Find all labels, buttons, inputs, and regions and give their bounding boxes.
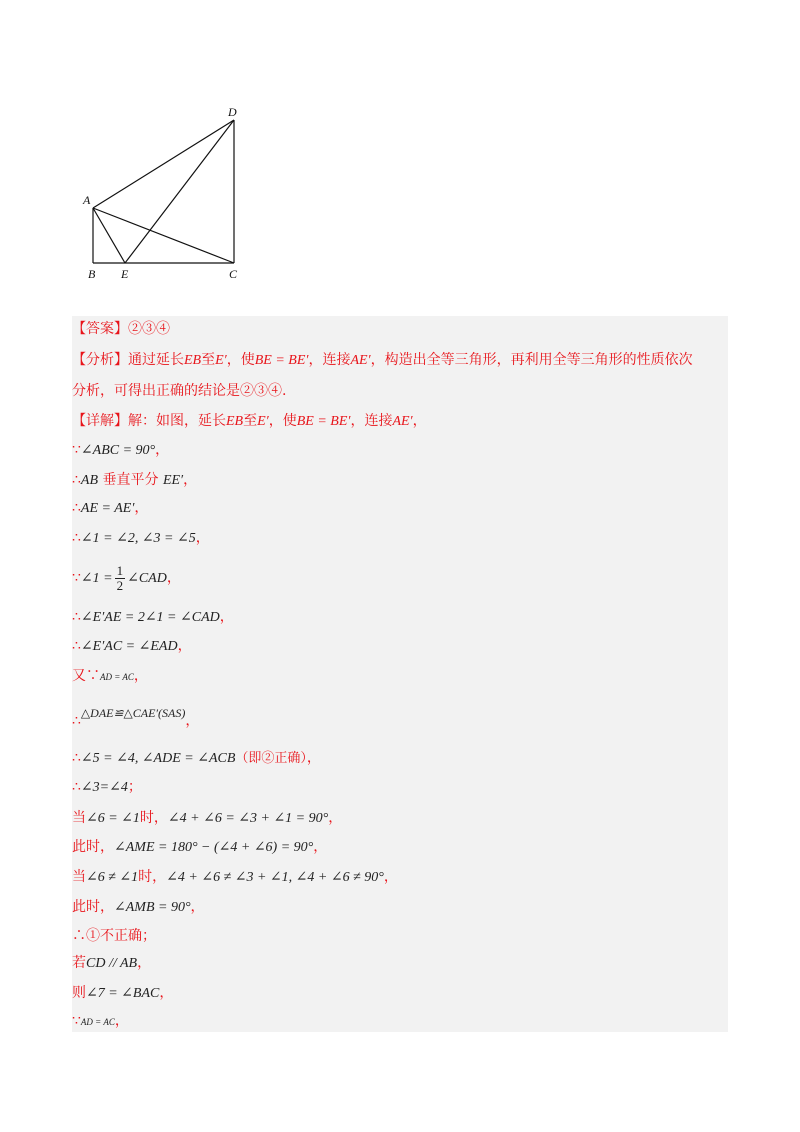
step-suffix: ， (114, 1013, 129, 1029)
detail-text: 至 (243, 413, 258, 429)
step-text: 时， (138, 869, 167, 885)
step-math: AE = AE′ (80, 501, 135, 516)
step-suffix: ， (166, 570, 181, 586)
detail-math: AE′ (392, 414, 413, 429)
step-prefix: 当 (72, 810, 86, 826)
step-line (72, 777, 142, 798)
step-math: ∠AMB = 90° (114, 900, 191, 915)
step-suffix: ， (177, 638, 192, 654)
step-math: ∠4 + ∠6 = ∠3 + ∠1 = 90° (167, 811, 329, 826)
step-math: ∠E′AE = 2∠1 = ∠CAD (80, 610, 220, 625)
step-suffix: ， (195, 530, 210, 546)
label-d: D (228, 105, 237, 119)
step-math: AB (80, 473, 99, 488)
step-line (72, 440, 169, 461)
step-suffix: ， (183, 472, 198, 488)
analysis-tag: 【分析】 (72, 352, 128, 368)
step-line (72, 953, 151, 974)
step-math: ∠1 = ∠2, ∠3 = ∠5 (80, 531, 196, 546)
step-suffix: ， (190, 899, 205, 915)
analysis-text: ，构造出全等三角形，再利用全等三角形的性质依次 (370, 352, 693, 368)
step-suffix: ， (133, 668, 148, 684)
label-c: C (229, 267, 238, 281)
step-line (72, 636, 192, 657)
step-suffix: ， (134, 500, 149, 516)
step-math: ∠AME = 180° − (∠4 + ∠6) = 90° (114, 840, 314, 855)
step-math: ∠6 ≠ ∠1 (86, 870, 139, 885)
step-line (72, 897, 205, 918)
step-note: （即②正确） (235, 751, 307, 766)
segment-ae (93, 208, 125, 263)
step-math: ∠5 = ∠4, ∠ADE = ∠ACB (80, 751, 236, 766)
step-suffix: ， (313, 839, 328, 855)
detail-text: ，连接 (350, 413, 393, 429)
segment-ad (93, 120, 234, 208)
step-math: EE′ (162, 473, 184, 488)
answer-value: ②③④ (128, 321, 170, 337)
step-math: ∠4 + ∠6 ≠ ∠3 + ∠1, ∠4 + ∠6 ≠ 90° (166, 870, 384, 885)
triangle-diagram (76, 100, 266, 290)
geometry-figure (76, 100, 266, 290)
detail-math: BE = BE′ (296, 414, 351, 429)
step-prefix: ∴ (72, 779, 81, 795)
step-prefix: 若 (72, 955, 86, 971)
label-a: A (83, 193, 91, 207)
step-line (72, 808, 342, 829)
analysis-text: ，使 (226, 352, 255, 368)
detail-text: 解：如图，延长 (128, 413, 226, 429)
label-b: B (88, 267, 96, 281)
step-math: ∠6 = ∠1 (86, 811, 140, 826)
step-line (72, 926, 156, 946)
step-line (72, 983, 173, 1004)
step-line (72, 867, 398, 888)
step-line (72, 666, 148, 687)
step-prefix: 此时， (72, 839, 114, 855)
step-line (72, 560, 181, 596)
step-text: 时， (139, 810, 168, 826)
step-prefix: ∴ (72, 638, 81, 654)
detail-math: E′ (257, 414, 269, 429)
step-math: ∠7 = ∠BAC (86, 986, 160, 1001)
step-line (72, 607, 234, 628)
analysis-text: 通过延长 (128, 352, 184, 368)
analysis-line-1 (72, 350, 693, 371)
analysis-math: AE′ (350, 353, 371, 368)
step-line (72, 1011, 129, 1032)
step-line (72, 528, 210, 549)
step-math: ∠E′AC = ∠EAD (80, 639, 178, 654)
fraction (115, 564, 126, 593)
detail-text: ， (412, 413, 427, 429)
step-prefix: ∴ (72, 472, 81, 488)
step-suffix: ， (219, 609, 234, 625)
step-line (72, 470, 197, 491)
step-math: CD // AB (86, 956, 138, 971)
step-prefix: 又∵ (72, 668, 100, 684)
analysis-math: E′ (215, 353, 227, 368)
answer-line (72, 319, 170, 339)
step-suffix: ， (306, 750, 321, 766)
analysis-math: BE = BE′ (254, 353, 309, 368)
step-prefix: ∴ (72, 713, 81, 729)
analysis-text: ，连接 (308, 352, 351, 368)
step-math: ∠3=∠4 (80, 780, 128, 795)
fraction-numerator: 1 (116, 562, 124, 578)
step-suffix: ； (127, 779, 142, 795)
step-suffix: ， (159, 985, 174, 1001)
segment-ac (93, 208, 234, 263)
detail-tag: 【详解】 (72, 413, 128, 429)
step-math: ∠CAD (127, 571, 167, 586)
step-suffix: ， (383, 869, 398, 885)
answer-tag: 【答案】 (72, 321, 128, 337)
step-line (72, 698, 199, 736)
step-text: ∴①不正确； (72, 928, 156, 944)
detail-text: ，使 (268, 413, 297, 429)
step-prefix: ∵ (72, 570, 81, 586)
step-line (72, 748, 321, 769)
fraction-denominator: 2 (116, 577, 124, 593)
step-suffix: ， (185, 713, 200, 729)
step-prefix: ∵ (72, 1013, 81, 1029)
step-prefix: ∴ (72, 500, 81, 516)
step-prefix: ∴ (72, 609, 81, 625)
analysis-text: 至 (201, 352, 216, 368)
label-e: E (121, 267, 129, 281)
step-math: △DAE≌△CAE′(SAS) (80, 706, 186, 720)
step-prefix: 则 (72, 985, 86, 1001)
analysis-math: EB (184, 353, 202, 368)
step-prefix: ∵ (72, 442, 81, 458)
step-math: ∠1 = (80, 571, 113, 586)
step-math: AD = AC (80, 1017, 115, 1027)
step-text: 垂直平分 (98, 472, 163, 488)
detail-math: EB (226, 414, 244, 429)
step-prefix: ∴ (72, 750, 81, 766)
step-prefix: ∴ (72, 530, 81, 546)
step-line (72, 498, 148, 519)
step-math: ∠ABC = 90° (80, 443, 156, 458)
step-prefix: 此时， (72, 899, 114, 915)
step-line (72, 837, 327, 858)
step-suffix: ， (155, 442, 170, 458)
step-suffix: ， (137, 955, 152, 971)
analysis-line-2 (72, 381, 286, 401)
detail-line (72, 411, 427, 432)
step-prefix: 当 (72, 869, 86, 885)
analysis-text: 分析，可得出正确的结论是②③④. (72, 383, 287, 399)
step-math: AD = AC (100, 672, 134, 682)
step-suffix: ， (328, 810, 343, 826)
